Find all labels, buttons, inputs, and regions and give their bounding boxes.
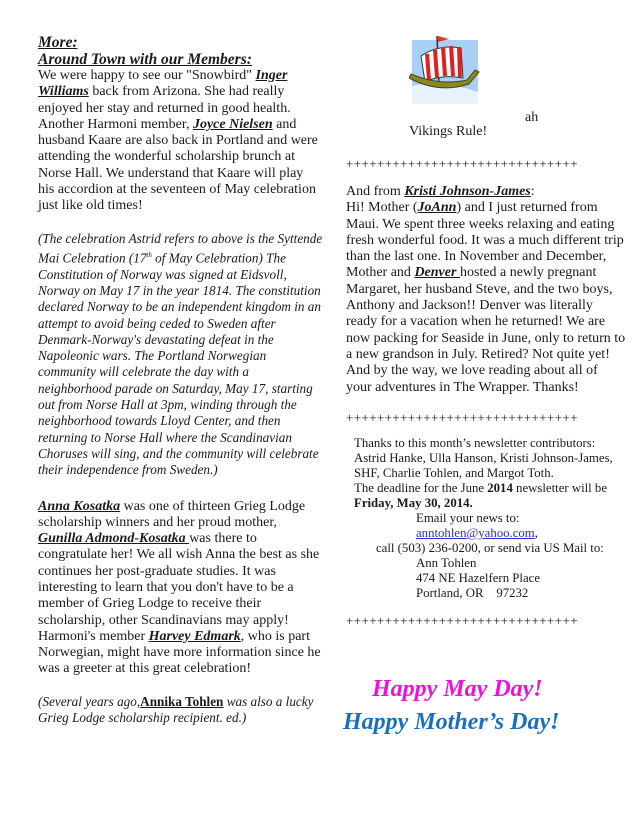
- heading-more: More:: [38, 34, 78, 51]
- text: (Several years ago,: [38, 693, 141, 709]
- text: was there to congratulate her! We all wish Anna the best as she continues her post-graduate studies. It was interesting to learn that you don't have to be a member of Grieg Lodge to receive their scholarship, other Scandinavians may apply! Harmoni's member: [38, 531, 320, 644]
- text: newsletter will be: [512, 480, 608, 495]
- happy-may-day: Happy May Day!: [372, 676, 543, 702]
- text: and husband Kaare are also back in Portland and were attending the wonderful scholarship brunch at Norse Hall. We understand that Kaare will play his accordion at the seventeen of May celebration just like old times!: [38, 116, 318, 214]
- address-street: 474 NE Hazelfern Place: [416, 570, 541, 585]
- member-name: Gunilla Admond-Kosatka: [38, 531, 190, 547]
- left-column: [38, 34, 323, 726]
- email-link[interactable]: anntohlen@yahoo.com: [416, 525, 535, 540]
- text: of May Celebration) The Constitution of Norway was signed at Eidsvoll, Norway on May 17 in the year 1814. The constitution declared Norway to be an independent kingdom in an attempt to avoid being ceded to Sweden after Denmark-Norway's devastating defeat in the Napoleonic wars. The Portland Norwegian community will celebrate the day with a neighborhood parade on Saturday, May 17, starting out from Norse Hall at 3pm, winding through the neighborhood towards Lloyd Center, and then returning to Norse Hall where the Scandinavian Choruses will sing, and the community will celebrate their independence from Sweden.): [38, 250, 321, 478]
- text: back from Arizona. She had really enjoyed her stay and returned in good health. Another Harmoni member,: [38, 84, 291, 132]
- text: (The celebration Astrid refers to above is the Syttende Mai Celebration (17: [38, 230, 323, 266]
- ah-text: ah: [525, 110, 539, 125]
- editor-note-syttende-mai: [38, 231, 323, 479]
- text: And from: [346, 184, 405, 199]
- text: was also a lucky Grieg Lodge scholarship recipient. ed.): [38, 693, 314, 726]
- deadline-text: [354, 481, 626, 511]
- member-name: Harvey Edmark: [148, 628, 241, 644]
- member-name: Joyce Nielsen: [192, 116, 273, 132]
- contributors-block: [346, 436, 626, 601]
- separator: ++++++++++++++++++++++++++++++: [346, 409, 578, 425]
- vikings-rule-caption: Vikings Rule!: [409, 124, 488, 139]
- member-name: Kristi Johnson-James: [404, 184, 531, 199]
- thanks-text: Thanks to this month’s newsletter contributors: Astrid Hanke, Ulla Hanson, Kristi Johnson-James, SHF, Charlie Tohlen, and Margot Toth.: [354, 435, 613, 480]
- member-name: Denver: [414, 265, 460, 281]
- text: ) and I just returned from Maui. We spent three weeks relaxing and eating fresh wonderful food. It was a much different trip than the last one. In November and December, Mother and: [346, 200, 624, 281]
- text: hosted a newly pregnant Margaret, her husband Steve, and the two boys, Anthony and Jackson!! Denver was literally ready for a vacation when he returned! We are now packing for Seaside in June, only to return to a new grandson in July. Retired? Not quite yet! And by the way, we love reading about all of your adventures in The Wrapper. Thanks!: [346, 265, 626, 395]
- paragraph-snowbird: [38, 68, 323, 215]
- paragraph-scholarship: [38, 499, 323, 678]
- text: Hi! Mother (: [346, 200, 418, 216]
- member-name: Annika Tohlen: [140, 693, 224, 709]
- separator: ++++++++++++++++++++++++++++++: [346, 612, 578, 628]
- year: 2014: [487, 480, 513, 495]
- text: The deadline for the June: [354, 480, 488, 495]
- viking-ship-icon: [409, 34, 481, 104]
- deadline-date: Friday, May 30, 2014.: [354, 495, 473, 510]
- superscript: th: [146, 250, 152, 259]
- text: , who is part Norwegian, might have more information since he was a greeter at this great celebration!: [38, 628, 321, 677]
- email-line: [354, 526, 626, 541]
- kristi-paragraph: [346, 184, 626, 396]
- happy-mothers-day: Happy Mother’s Day!: [343, 709, 560, 735]
- separator: ++++++++++++++++++++++++++++++: [346, 156, 578, 171]
- member-name: Inger Williams: [38, 68, 288, 100]
- text: We were happy to see our "Snowbird": [38, 68, 256, 83]
- call-text: call (503) 236-0200, or send via US Mail to:: [376, 540, 604, 555]
- member-name: JoAnn: [417, 200, 457, 216]
- address-name: Ann Tohlen: [416, 555, 477, 570]
- editor-note-annika: [38, 694, 323, 727]
- text: was one of thirteen Grieg Lodge scholarship winners and her proud mother,: [38, 498, 306, 530]
- email-label: Email your news to:: [416, 510, 520, 525]
- text: ,: [534, 525, 538, 540]
- heading-around-town: Around Town with our Members:: [38, 51, 252, 68]
- right-column: [346, 156, 626, 629]
- member-name: Anna Kosatka: [38, 498, 121, 514]
- address-city: Portland, OR 97232: [416, 585, 529, 600]
- text: :: [530, 184, 535, 199]
